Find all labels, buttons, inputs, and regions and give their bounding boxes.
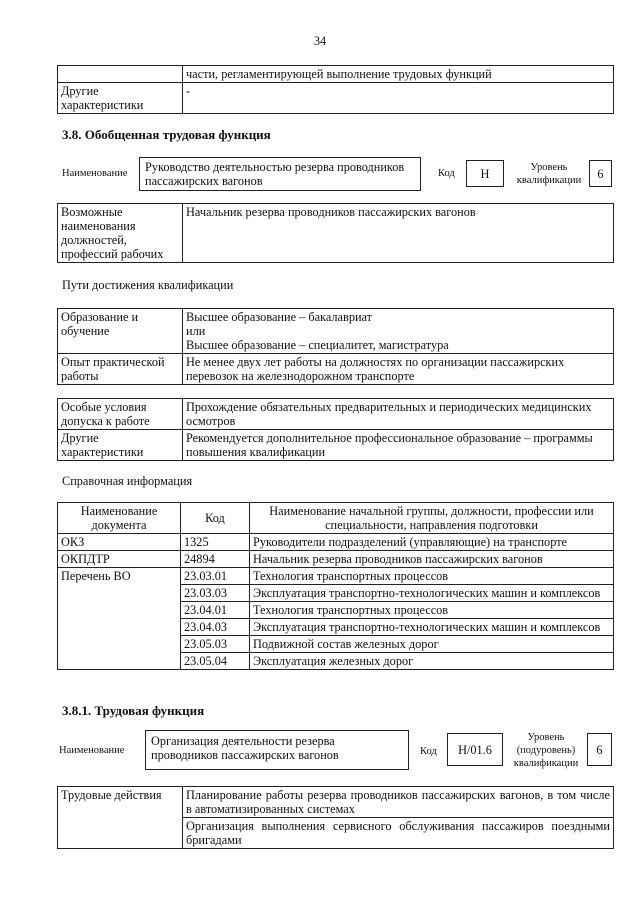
- ref-vo-name: Эксплуатация транспортно-технологических машин и комплексов: [250, 619, 614, 636]
- ref-vo-code: 23.05.04: [181, 653, 250, 670]
- labor-action-item: Планирование работы резерва проводников пассажирских вагонов, в том числе в автоматизированных системах: [183, 787, 614, 818]
- name-label: Наименование: [62, 168, 128, 179]
- ref-okpdtr-doc: ОКПДТР: [58, 551, 181, 568]
- function-name-label: Наименование: [59, 745, 125, 756]
- positions-label: Возможные наименования должностей, профессий рабочих: [58, 204, 183, 263]
- section-3-8-heading: 3.8. Обобщенная трудовая функция: [62, 127, 271, 142]
- ref-okz-code: 1325: [181, 534, 250, 551]
- education-line-3: Высшее образование – специалитет, магистратура: [186, 338, 449, 352]
- special-conditions-label: Особые условия допуска к работе: [58, 399, 183, 430]
- labor-action-item: Организация выполнения сервисного обслуживания пассажиров поездными бригадами: [183, 818, 614, 849]
- education-line-1: Высшее образование – бакалавриат: [186, 310, 373, 324]
- positions-table: [57, 203, 614, 263]
- level-value: 6: [589, 160, 612, 187]
- code-value: Н: [466, 160, 504, 187]
- ref-vo-name: Технология транспортных процессов: [250, 568, 614, 585]
- ref-header-code: Код: [181, 503, 250, 534]
- ref-vo-name: Эксплуатация транспортно-технологических машин и комплексов: [250, 585, 614, 602]
- education-line-2: или: [186, 324, 206, 338]
- ref-header-name: Наименование начальной группы, должности, профессии или специальности, направления подготовки: [250, 503, 614, 534]
- function-code-value: Н/01.6: [447, 733, 503, 766]
- ref-vo-code: 23.05.03: [181, 636, 250, 653]
- top-table-empty-cell: [58, 66, 183, 83]
- ref-vo-name: Технология транспортных процессов: [250, 602, 614, 619]
- ref-vo-code: 23.03.01: [181, 568, 250, 585]
- ref-vo-name: Эксплуатация железных дорог: [250, 653, 614, 670]
- function-level-value: 6: [587, 733, 612, 766]
- name-value: Руководство деятельностью резерва проводников пассажирских вагонов: [139, 157, 421, 191]
- experience-value: Не менее двух лет работы на должностях по организации пассажирских перевозок на железнодорожном транспорте: [183, 354, 614, 385]
- page-number: 34: [313, 34, 327, 48]
- function-code-label: Код: [420, 746, 437, 757]
- special-conditions-value: Прохождение обязательных предварительных и периодических медицинских осмотров: [183, 399, 614, 430]
- education-value: [183, 309, 614, 354]
- top-other-label: Другие характеристики: [58, 83, 183, 114]
- qualification-paths-heading: Пути достижения квалификации: [62, 278, 234, 292]
- ref-okpdtr-code: 24894: [181, 551, 250, 568]
- ref-vo-code: 23.04.03: [181, 619, 250, 636]
- special-other-value: Рекомендуется дополнительное профессиональное образование – программы повышения квалификации: [183, 430, 614, 461]
- ref-okz-name: Руководители подразделений (управляющие) на транспорте: [250, 534, 614, 551]
- labor-actions-label: Трудовые действия: [58, 787, 183, 849]
- ref-vo-doc: Перечень ВО: [58, 568, 181, 670]
- ref-okz-doc: ОКЗ: [58, 534, 181, 551]
- positions-value: Начальник резерва проводников пассажирских вагонов: [183, 204, 614, 263]
- level-label: Уровень квалификации: [516, 162, 582, 186]
- top-other-value: -: [183, 83, 614, 114]
- labor-actions-table: [57, 786, 614, 849]
- ref-header-document: Наименование документа: [58, 503, 181, 534]
- reference-heading: Справочная информация: [62, 474, 193, 488]
- education-label: Образование и обучение: [58, 309, 183, 354]
- ref-vo-code: 23.03.03: [181, 585, 250, 602]
- special-other-label: Другие характеристики: [58, 430, 183, 461]
- experience-label: Опыт практической работы: [58, 354, 183, 385]
- section-3-8-1-heading: 3.8.1. Трудовая функция: [62, 703, 205, 718]
- function-name-value: Организация деятельности резерва проводников пассажирских вагонов: [145, 730, 409, 770]
- function-level-label: Уровень (подуровень) квалификации: [513, 732, 579, 769]
- ref-vo-code: 23.04.01: [181, 602, 250, 619]
- special-conditions-table: [57, 398, 614, 461]
- top-table: [57, 65, 614, 114]
- reference-table: [57, 502, 614, 670]
- code-label: Код: [438, 168, 455, 179]
- ref-vo-name: Подвижной состав железных дорог: [250, 636, 614, 653]
- ref-okpdtr-name: Начальник резерва проводников пассажирских вагонов: [250, 551, 614, 568]
- qualification-table: [57, 308, 614, 385]
- top-table-continuation: части, регламентирующей выполнение трудовых функций: [183, 66, 614, 83]
